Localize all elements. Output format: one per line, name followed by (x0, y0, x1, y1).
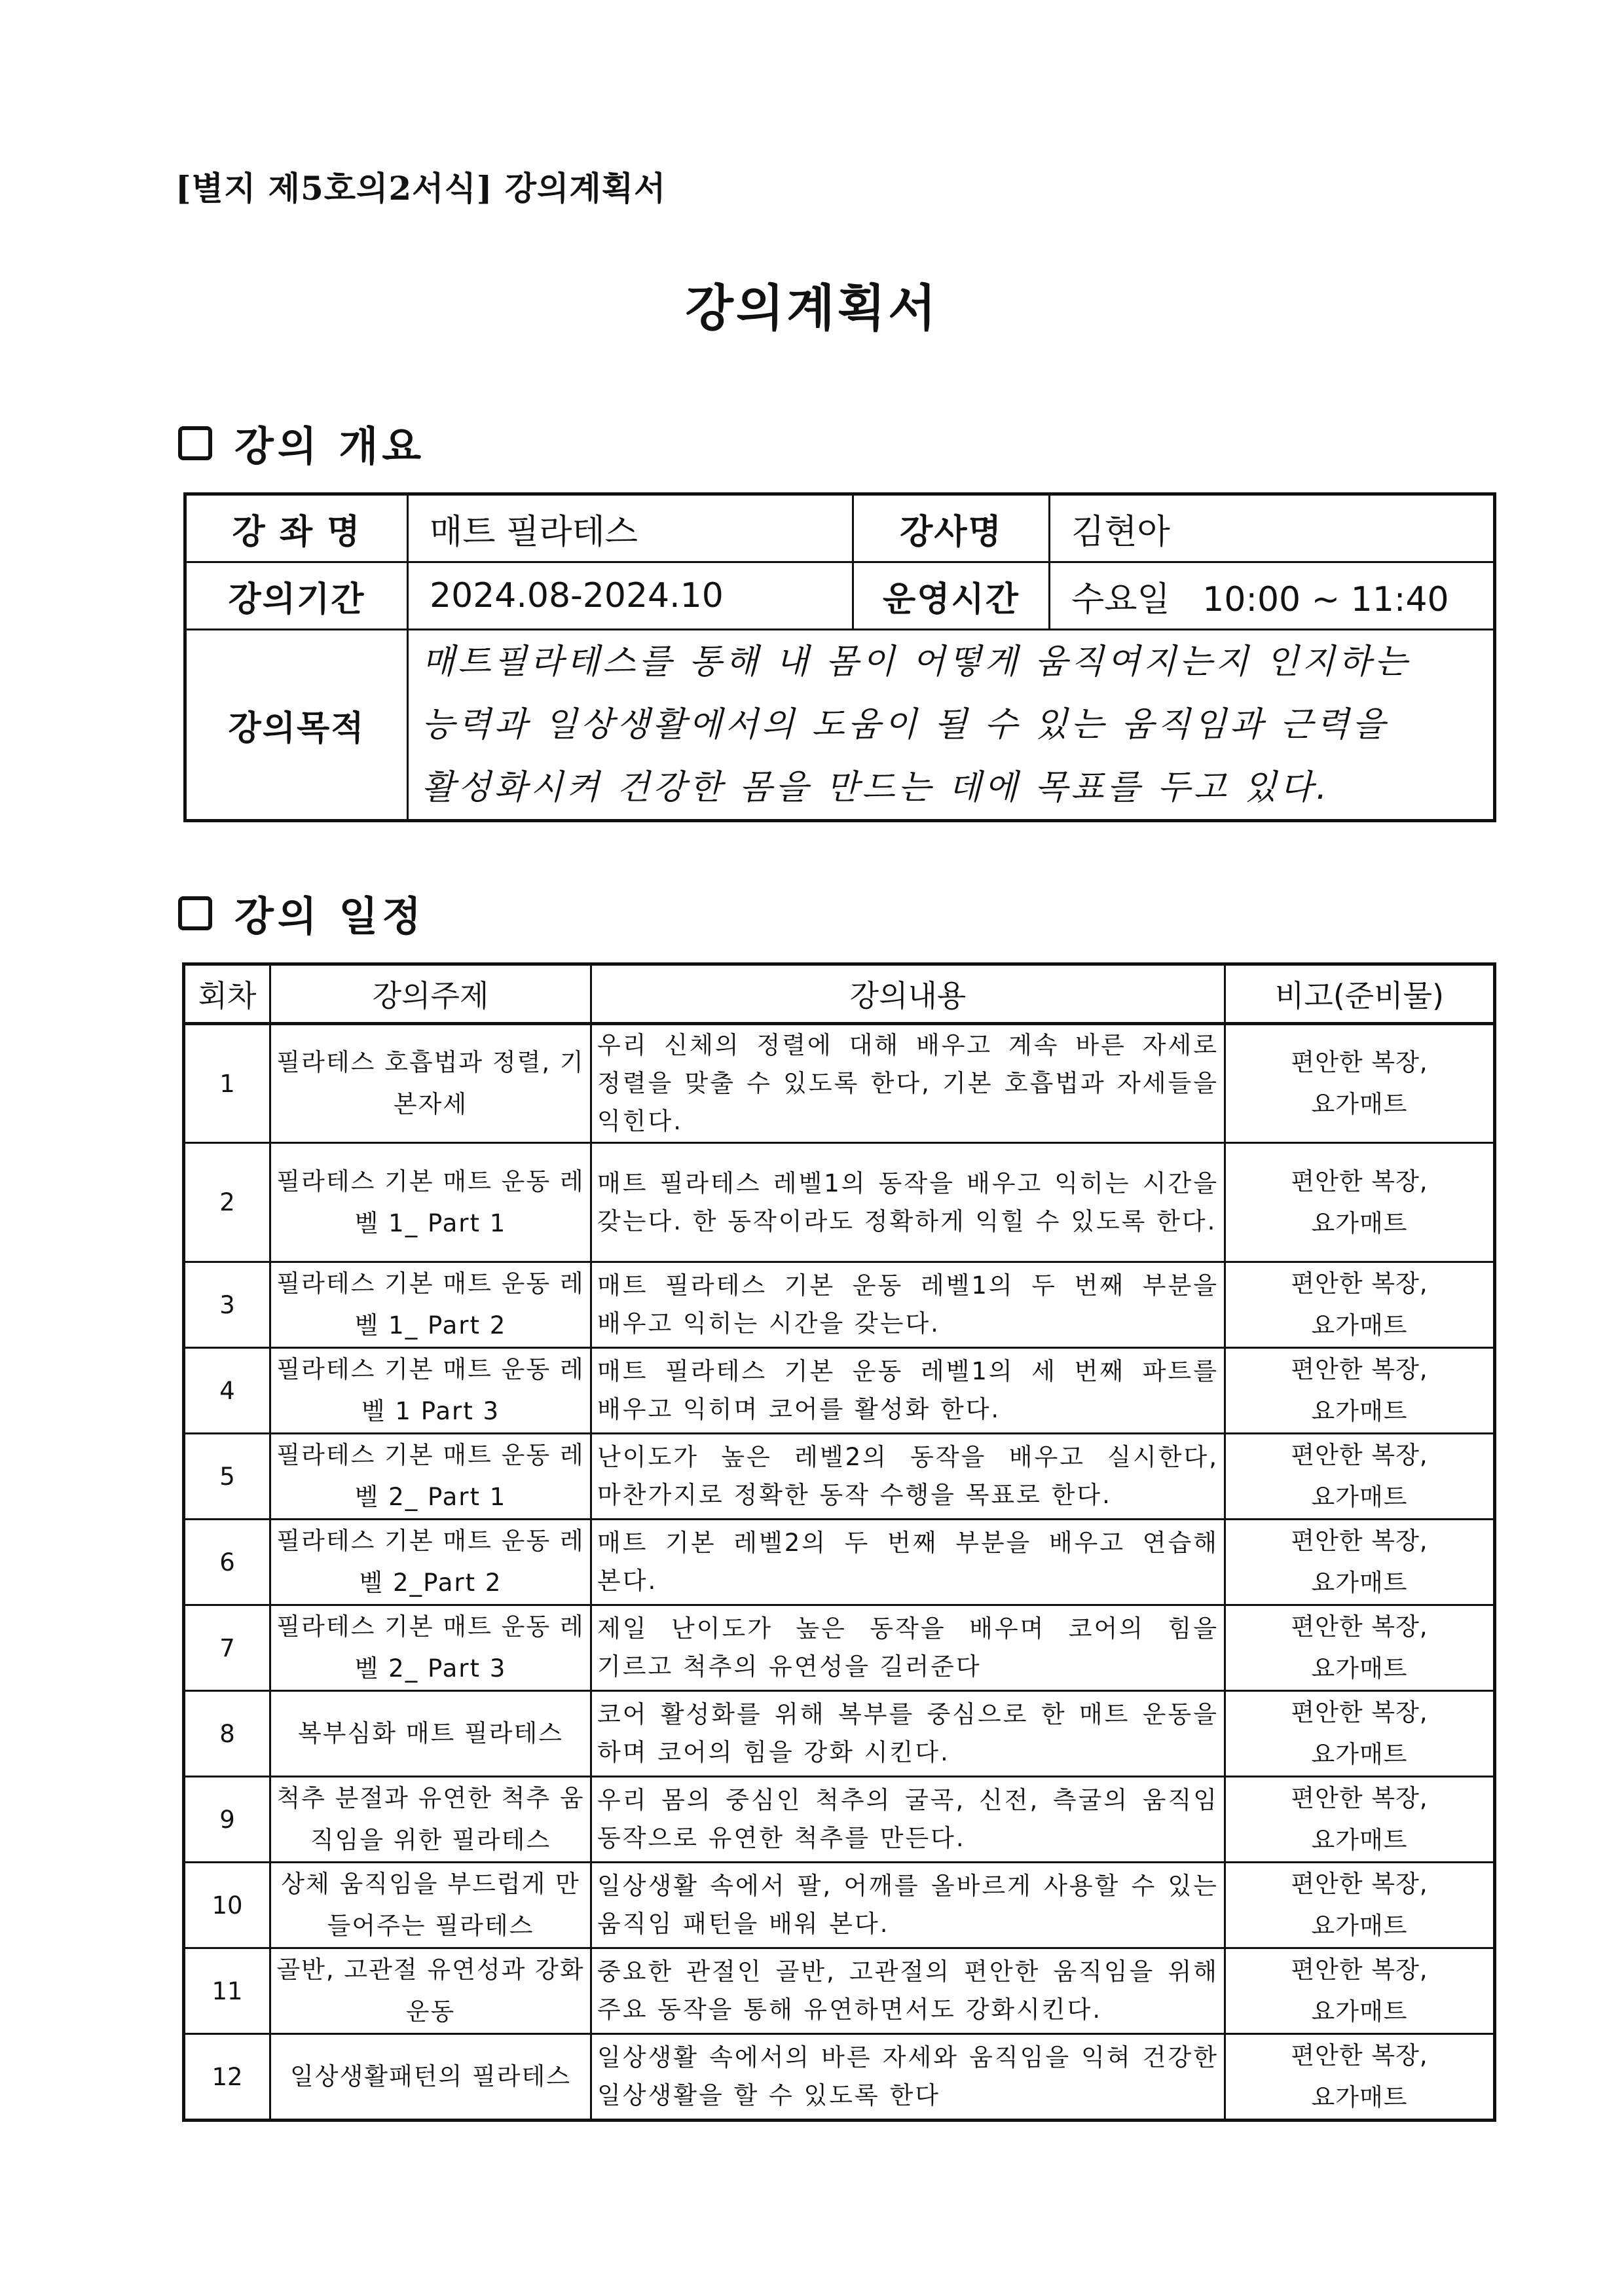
session-content: 코어 활성화를 위해 복부를 중심으로 한 매트 운동을 하며 코어의 힘을 강화 시킨다. (591, 1691, 1225, 1777)
table-row (184, 1948, 1495, 2034)
checkbox-icon (178, 896, 212, 930)
session-topic: 복부심화 매트 필라테스 (270, 1691, 591, 1777)
session-topic: 필라테스 호흡법과 정렬, 기본자세 (270, 1024, 591, 1143)
session-note: 편안한 복장, 요가매트 (1225, 1024, 1495, 1143)
header-content: 강의내용 (591, 964, 1225, 1024)
time-value: 수요일 10:00 ~ 11:40 (1050, 562, 1495, 630)
session-note: 편안한 복장, 요가매트 (1225, 1520, 1495, 1605)
header-topic: 강의주제 (270, 964, 591, 1024)
table-row (184, 1024, 1495, 1143)
session-note: 편안한 복장, 요가매트 (1225, 1777, 1495, 1863)
header-note: 비고(준비물) (1225, 964, 1495, 1024)
overview-table (183, 492, 1496, 822)
session-note: 편안한 복장, 요가매트 (1225, 2034, 1495, 2121)
session-note: 편안한 복장, 요가매트 (1225, 1262, 1495, 1348)
session-content: 일상생활 속에서의 바른 자세와 움직임을 익혀 건강한 일상생활을 할 수 있도록 한다 (591, 2034, 1225, 2121)
overview-row-period (185, 562, 1495, 630)
course-value: 매트 필라테스 (408, 494, 853, 562)
session-number: 10 (184, 1863, 270, 1948)
purpose-value: 매트필라테스를 통해 내 몸이 어떻게 움직여지는지 인지하는 능력과 일상생활에서의 도움이 될 수 있는 움직임과 근력을 활성화시켜 건강한 몸을 만드는 데에 목표를 두고 있다. (408, 630, 1495, 821)
session-note: 편안한 복장, 요가매트 (1225, 1948, 1495, 2034)
course-label: 강 좌 명 (185, 494, 408, 562)
session-number: 9 (184, 1777, 270, 1863)
session-topic: 척추 분절과 유연한 척추 움직임을 위한 필라테스 (270, 1777, 591, 1863)
time-label: 운영시간 (853, 562, 1050, 630)
table-row (184, 1863, 1495, 1948)
session-topic: 일상생활패턴의 필라테스 (270, 2034, 591, 2121)
session-content: 난이도가 높은 레벨2의 동작을 배우고 실시한다, 마찬가지로 정확한 동작 수행을 목표로 한다. (591, 1434, 1225, 1520)
session-number: 7 (184, 1605, 270, 1691)
session-topic: 상체 움직임을 부드럽게 만들어주는 필라테스 (270, 1863, 591, 1948)
session-content: 우리 신체의 정렬에 대해 배우고 계속 바른 자세로 정렬을 맞출 수 있도록 한다, 기본 호흡법과 자세들을 익힌다. (591, 1024, 1225, 1143)
session-number: 6 (184, 1520, 270, 1605)
session-note: 편안한 복장, 요가매트 (1225, 1348, 1495, 1434)
session-number: 11 (184, 1948, 270, 2034)
table-row (184, 1348, 1495, 1434)
schedule-heading-text: 강의 일정 (234, 892, 426, 940)
header-session: 회차 (184, 964, 270, 1024)
overview-row-purpose (185, 630, 1495, 821)
session-number: 1 (184, 1024, 270, 1143)
table-row (184, 1434, 1495, 1520)
overview-heading-text: 강의 개요 (234, 422, 426, 470)
session-topic: 필라테스 기본 매트 운동 레벨 2_ Part 3 (270, 1605, 591, 1691)
session-note: 편안한 복장, 요가매트 (1225, 1605, 1495, 1691)
checkbox-icon (178, 426, 212, 460)
session-note: 편안한 복장, 요가매트 (1225, 1434, 1495, 1520)
schedule-heading (178, 884, 425, 942)
schedule-header-row (184, 964, 1495, 1024)
session-topic: 필라테스 기본 매트 운동 레벨 1_ Part 2 (270, 1262, 591, 1348)
session-content: 매트 필라테스 기본 운동 레벨1의 두 번째 부분을 배우고 익히는 시간을 갖는다. (591, 1262, 1225, 1348)
session-number: 4 (184, 1348, 270, 1434)
session-topic: 필라테스 기본 매트 운동 레벨 2_ Part 1 (270, 1434, 591, 1520)
table-row (184, 1691, 1495, 1777)
instructor-label: 강사명 (853, 494, 1050, 562)
table-row (184, 1520, 1495, 1605)
session-number: 2 (184, 1143, 270, 1262)
overview-heading (178, 414, 425, 472)
session-topic: 필라테스 기본 매트 운동 레벨 1_ Part 1 (270, 1143, 591, 1262)
session-number: 5 (184, 1434, 270, 1520)
document-title: 강의계획서 (685, 279, 939, 337)
table-row (184, 1262, 1495, 1348)
session-note: 편안한 복장, 요가매트 (1225, 1863, 1495, 1948)
session-number: 8 (184, 1691, 270, 1777)
session-content: 우리 몸의 중심인 척추의 굴곡, 신전, 측굴의 움직임 동작으로 유연한 척추를 만든다. (591, 1777, 1225, 1863)
session-content: 매트 필라테스 레벨1의 동작을 배우고 익히는 시간을 갖는다. 한 동작이라도 정확하게 익힐 수 있도록 한다. (591, 1143, 1225, 1262)
instructor-value: 김현아 (1050, 494, 1495, 562)
table-row (184, 2034, 1495, 2121)
session-number: 12 (184, 2034, 270, 2121)
schedule-table (182, 962, 1496, 2122)
period-label: 강의기간 (185, 562, 408, 630)
session-number: 3 (184, 1262, 270, 1348)
session-note: 편안한 복장, 요가매트 (1225, 1143, 1495, 1262)
period-value: 2024.08-2024.10 (408, 562, 853, 630)
session-content: 일상생활 속에서 팔, 어깨를 올바르게 사용할 수 있는 움직임 패턴을 배워 본다. (591, 1863, 1225, 1948)
session-content: 매트 기본 레벨2의 두 번째 부분을 배우고 연습해 본다. (591, 1520, 1225, 1605)
table-row (184, 1605, 1495, 1691)
session-topic: 필라테스 기본 매트 운동 레벨 2_Part 2 (270, 1520, 591, 1605)
purpose-label: 강의목적 (185, 630, 408, 821)
session-content: 제일 난이도가 높은 동작을 배우며 코어의 힘을 기르고 척추의 유연성을 길러준다 (591, 1605, 1225, 1691)
form-label: [별지 제5호의2서식] 강의계획서 (175, 169, 667, 208)
session-note: 편안한 복장, 요가매트 (1225, 1691, 1495, 1777)
session-topic: 골반, 고관절 유연성과 강화 운동 (270, 1948, 591, 2034)
session-content: 중요한 관절인 골반, 고관절의 편안한 움직임을 위해 주요 동작을 통해 유연하면서도 강화시킨다. (591, 1948, 1225, 2034)
table-row (184, 1777, 1495, 1863)
overview-row-course (185, 494, 1495, 562)
session-topic: 필라테스 기본 매트 운동 레벨 1 Part 3 (270, 1348, 591, 1434)
session-content: 매트 필라테스 기본 운동 레벨1의 세 번째 파트를 배우고 익히며 코어를 활성화 한다. (591, 1348, 1225, 1434)
table-row (184, 1143, 1495, 1262)
